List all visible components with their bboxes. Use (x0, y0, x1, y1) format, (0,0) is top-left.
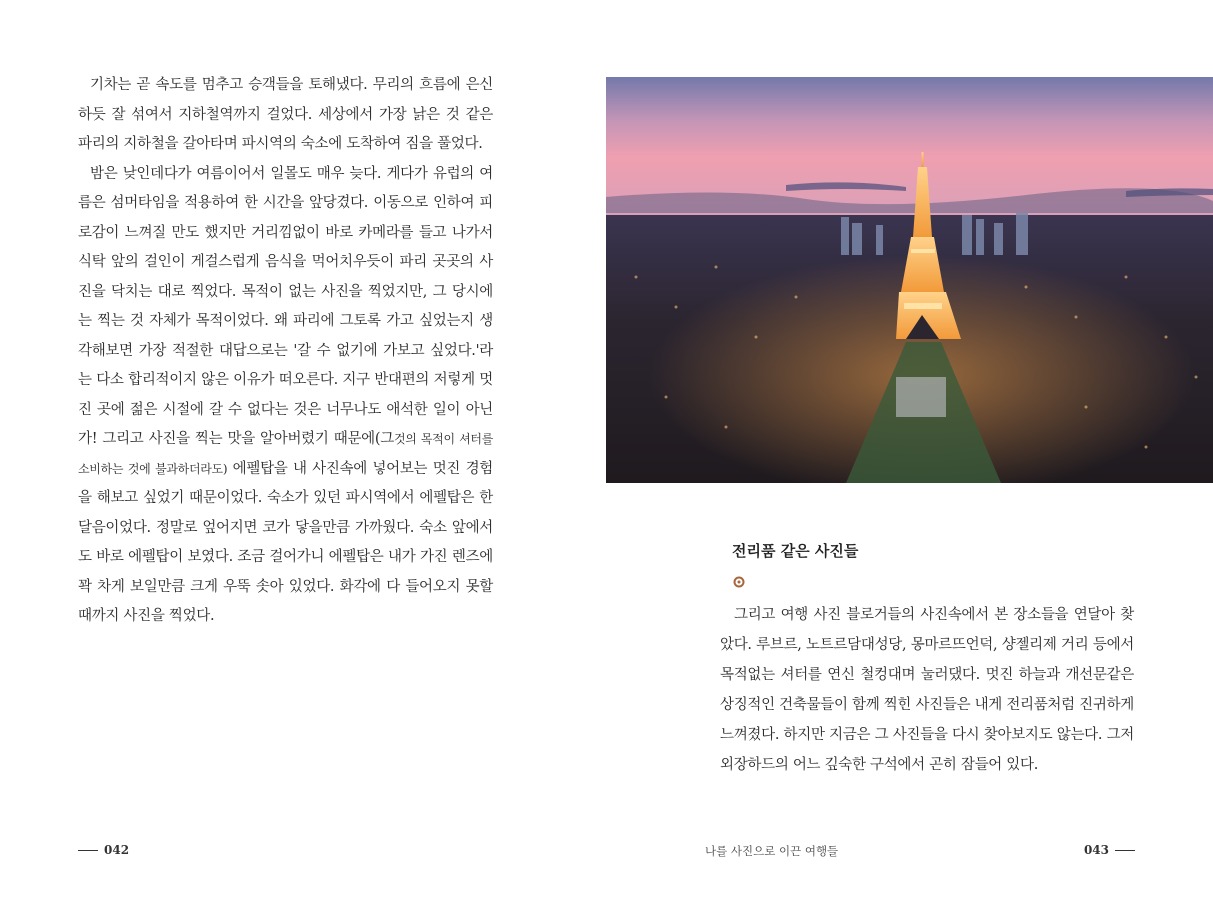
right-paragraph-1: 그리고 여행 사진 블로거들의 사진속에서 본 장소들을 연달아 찾았다. 루브르, 노트르담대성당, 몽마르뜨언덕, 샹젤리제 거리 등에서 목적없는 셔터를 연신 철컹대며 눌러댔다. 멋진 하늘과 개선문같은 상징적인 건축물들이 함께 찍힌 사진들은 내게 전리품처럼 진귀하게 느껴졌다. 하지만 지금은 그 사진들을 다시 찾아보지도 않는다. 그저 외장하드의 어느 깊숙한 구석에서 곤히 잠들어 있다. (720, 607, 1134, 773)
eiffel-tower-night-photo (606, 77, 1213, 483)
left-paragraph-2-tail: 에펠탑을 내 사진속에 넣어보는 멋진 경험을 해보고 싶었기 때문이었다. 숙소가 있던 파시역에서 에펠탑은 한달음이었다. 정말로 엎어지면 코가 닿을만큼 가까웠다. 숙소 앞에서도 바로 에펠탑이 보였다. 조금 걸어가니 에펠탑은 내가 가진 렌즈에 꽉 차게 보일만큼 크게 우뚝 솟아 있었다. 화각에 다 들어오지 못할 때까지 사진을 찍었다. (78, 460, 493, 624)
page-number-left (78, 843, 129, 857)
page-number-left-text: 042 (104, 843, 130, 857)
left-paragraph-2-small: 것의 목적이 셔터를 소비하는 것에 불과하더라도) (78, 432, 493, 476)
circle-ornament-icon (733, 576, 745, 588)
page-number-right (1084, 843, 1135, 857)
right-page-body (720, 600, 1134, 780)
left-paragraph-2 (78, 160, 493, 632)
folio-rule (78, 850, 98, 851)
folio-rule (1115, 850, 1135, 851)
page-number-right-text: 043 (1083, 843, 1109, 857)
left-paragraph-1: 기차는 곧 속도를 멈추고 승객들을 토해냈다. 무리의 흐름에 은신하듯 잘 섞여서 지하철역까지 걸었다. 세상에서 가장 낡은 것 같은 파리의 지하철을 갈아타며 파시역의 숙소에 도착하여 짐을 풀었다. (78, 77, 493, 152)
left-paragraph-2-main: 밤은 낮인데다가 여름이어서 일몰도 매우 늦다. 게다가 유럽의 여름은 섬머타임을 적용하여 한 시간을 앞당겼다. 이동으로 인하여 피로감이 느껴질 만도 했지만 거리낌없이 바로 카메라를 들고 나가서 식탁 앞의 걸인이 게걸스럽게 음식을 먹어치우듯이 파리 곳곳의 사진을 닥치는 대로 찍었다. 목적이 없는 사진을 찍었지만, 그 당시에는 찍는 것 자체가 목적이었다. 왜 파리에 그토록 가고 싶었는지 생각해보면 가장 적절한 대답으로는 '갈 수 없기에 가보고 싶었다.'라는 다소 합리적이지 않은 이유가 떠오른다. 지구 반대편의 저렇게 멋진 곳에 젊은 시절에 갈 수 없다는 것은 너무나도 애석한 일이 아닌가! 그리고 사진을 찍는 맛을 알아버렸기 때문에(그 (78, 165, 493, 447)
section-title: 전리품 같은 사진들 (732, 542, 859, 560)
left-page-body (78, 71, 493, 632)
running-title: 나를 사진으로 이끈 여행들 (705, 844, 839, 858)
